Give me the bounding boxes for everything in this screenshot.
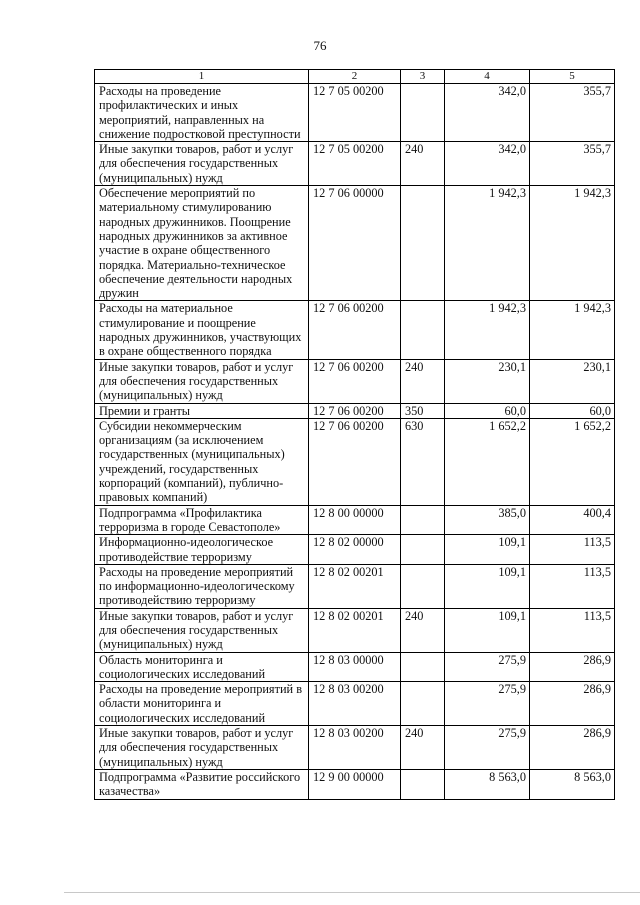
row-type-cell (401, 186, 445, 301)
row-value-2-cell: 1 942,3 (530, 301, 615, 359)
row-type-cell (401, 505, 445, 535)
row-value-2-cell: 355,7 (530, 84, 615, 142)
row-type-cell: 240 (401, 726, 445, 770)
row-value-1-cell: 1 942,3 (445, 301, 530, 359)
table-header-row (95, 70, 615, 84)
table-row (95, 403, 615, 418)
table-row (95, 608, 615, 652)
table-row (95, 418, 615, 505)
row-name-cell: Информационно-идеологическое противодействие терроризму (95, 535, 309, 565)
row-code-cell: 12 8 02 00201 (309, 608, 401, 652)
row-name-cell: Иные закупки товаров, работ и услуг для обеспечения государственных (муниципальных) нужд (95, 608, 309, 652)
row-name-cell: Расходы на проведение профилактических и иных мероприятий, направленных на снижение подростковой преступности (95, 84, 309, 142)
row-value-1-cell: 109,1 (445, 535, 530, 565)
row-code-cell: 12 7 06 00200 (309, 418, 401, 505)
row-code-cell: 12 7 06 00200 (309, 403, 401, 418)
row-name-cell: Премии и гранты (95, 403, 309, 418)
row-value-2-cell: 286,9 (530, 726, 615, 770)
table-row (95, 186, 615, 301)
row-type-cell (401, 652, 445, 682)
row-code-cell: 12 8 02 00000 (309, 535, 401, 565)
row-type-cell: 350 (401, 403, 445, 418)
row-name-cell: Подпрограмма «Профилактика терроризма в городе Севастополе» (95, 505, 309, 535)
row-value-1-cell: 109,1 (445, 608, 530, 652)
row-name-cell: Иные закупки товаров, работ и услуг для обеспечения государственных (муниципальных) нужд (95, 726, 309, 770)
row-type-cell (401, 682, 445, 726)
row-name-cell: Расходы на материальное стимулирование и поощрение народных дружинников, участвующих в охране общественного порядка (95, 301, 309, 359)
row-value-2-cell: 1 652,2 (530, 418, 615, 505)
column-header-2: 2 (309, 70, 401, 84)
row-type-cell (401, 84, 445, 142)
row-value-2-cell: 400,4 (530, 505, 615, 535)
table-row (95, 84, 615, 142)
column-header-4: 4 (445, 70, 530, 84)
row-name-cell: Иные закупки товаров, работ и услуг для обеспечения государственных (муниципальных) нужд (95, 142, 309, 186)
table-row (95, 769, 615, 799)
row-code-cell: 12 8 03 00000 (309, 652, 401, 682)
row-name-cell: Обеспечение мероприятий по материальному стимулированию народных дружинников. Поощрение народных дружинников за активное участие в охране общественного порядка. Материально-техническое обеспечение деятельности народных дружин (95, 186, 309, 301)
table-row (95, 726, 615, 770)
row-code-cell: 12 8 02 00201 (309, 564, 401, 608)
row-name-cell: Область мониторинга и социологических исследований (95, 652, 309, 682)
row-type-cell (401, 769, 445, 799)
row-value-1-cell: 275,9 (445, 652, 530, 682)
row-code-cell: 12 7 06 00000 (309, 186, 401, 301)
row-type-cell: 240 (401, 142, 445, 186)
row-value-2-cell: 355,7 (530, 142, 615, 186)
row-value-2-cell: 113,5 (530, 608, 615, 652)
row-type-cell (401, 564, 445, 608)
row-type-cell: 630 (401, 418, 445, 505)
row-value-1-cell: 230,1 (445, 359, 530, 403)
budget-table (94, 69, 615, 800)
row-code-cell: 12 8 00 00000 (309, 505, 401, 535)
scan-edge-line (64, 892, 640, 893)
row-value-2-cell: 230,1 (530, 359, 615, 403)
row-value-1-cell: 275,9 (445, 726, 530, 770)
row-value-1-cell: 8 563,0 (445, 769, 530, 799)
row-value-2-cell: 113,5 (530, 535, 615, 565)
row-value-2-cell: 113,5 (530, 564, 615, 608)
row-value-1-cell: 275,9 (445, 682, 530, 726)
row-value-1-cell: 342,0 (445, 84, 530, 142)
row-value-1-cell: 385,0 (445, 505, 530, 535)
row-value-1-cell: 342,0 (445, 142, 530, 186)
row-code-cell: 12 7 05 00200 (309, 142, 401, 186)
row-type-cell: 240 (401, 608, 445, 652)
row-name-cell: Субсидии некоммерческим организациям (за исключением государственных (муниципальных) учреждений, государственных корпораций (компаний), публично-правовых компаний) (95, 418, 309, 505)
table-row (95, 301, 615, 359)
row-value-1-cell: 109,1 (445, 564, 530, 608)
page-number: 76 (313, 38, 327, 53)
table-row (95, 564, 615, 608)
row-code-cell: 12 8 03 00200 (309, 726, 401, 770)
table-row (95, 359, 615, 403)
row-value-1-cell: 1 652,2 (445, 418, 530, 505)
table-row (95, 505, 615, 535)
row-type-cell (401, 535, 445, 565)
row-code-cell: 12 7 05 00200 (309, 84, 401, 142)
row-code-cell: 12 9 00 00000 (309, 769, 401, 799)
row-code-cell: 12 7 06 00200 (309, 301, 401, 359)
row-code-cell: 12 7 06 00200 (309, 359, 401, 403)
row-value-2-cell: 1 942,3 (530, 186, 615, 301)
row-type-cell: 240 (401, 359, 445, 403)
row-value-2-cell: 286,9 (530, 652, 615, 682)
row-value-2-cell: 8 563,0 (530, 769, 615, 799)
row-value-1-cell: 1 942,3 (445, 186, 530, 301)
column-header-1: 1 (95, 70, 309, 84)
table-row (95, 142, 615, 186)
row-value-1-cell: 60,0 (445, 403, 530, 418)
column-header-5: 5 (530, 70, 615, 84)
column-header-3: 3 (401, 70, 445, 84)
table-body (95, 84, 615, 800)
row-value-2-cell: 60,0 (530, 403, 615, 418)
row-name-cell: Расходы на проведение мероприятий по информационно-идеологическому противодействию терроризму (95, 564, 309, 608)
row-code-cell: 12 8 03 00200 (309, 682, 401, 726)
row-type-cell (401, 301, 445, 359)
table-row (95, 535, 615, 565)
table-row (95, 682, 615, 726)
row-name-cell: Подпрограмма «Развитие российского казачества» (95, 769, 309, 799)
row-name-cell: Расходы на проведение мероприятий в области мониторинга и социологических исследований (95, 682, 309, 726)
row-name-cell: Иные закупки товаров, работ и услуг для обеспечения государственных (муниципальных) нужд (95, 359, 309, 403)
row-value-2-cell: 286,9 (530, 682, 615, 726)
table-row (95, 652, 615, 682)
